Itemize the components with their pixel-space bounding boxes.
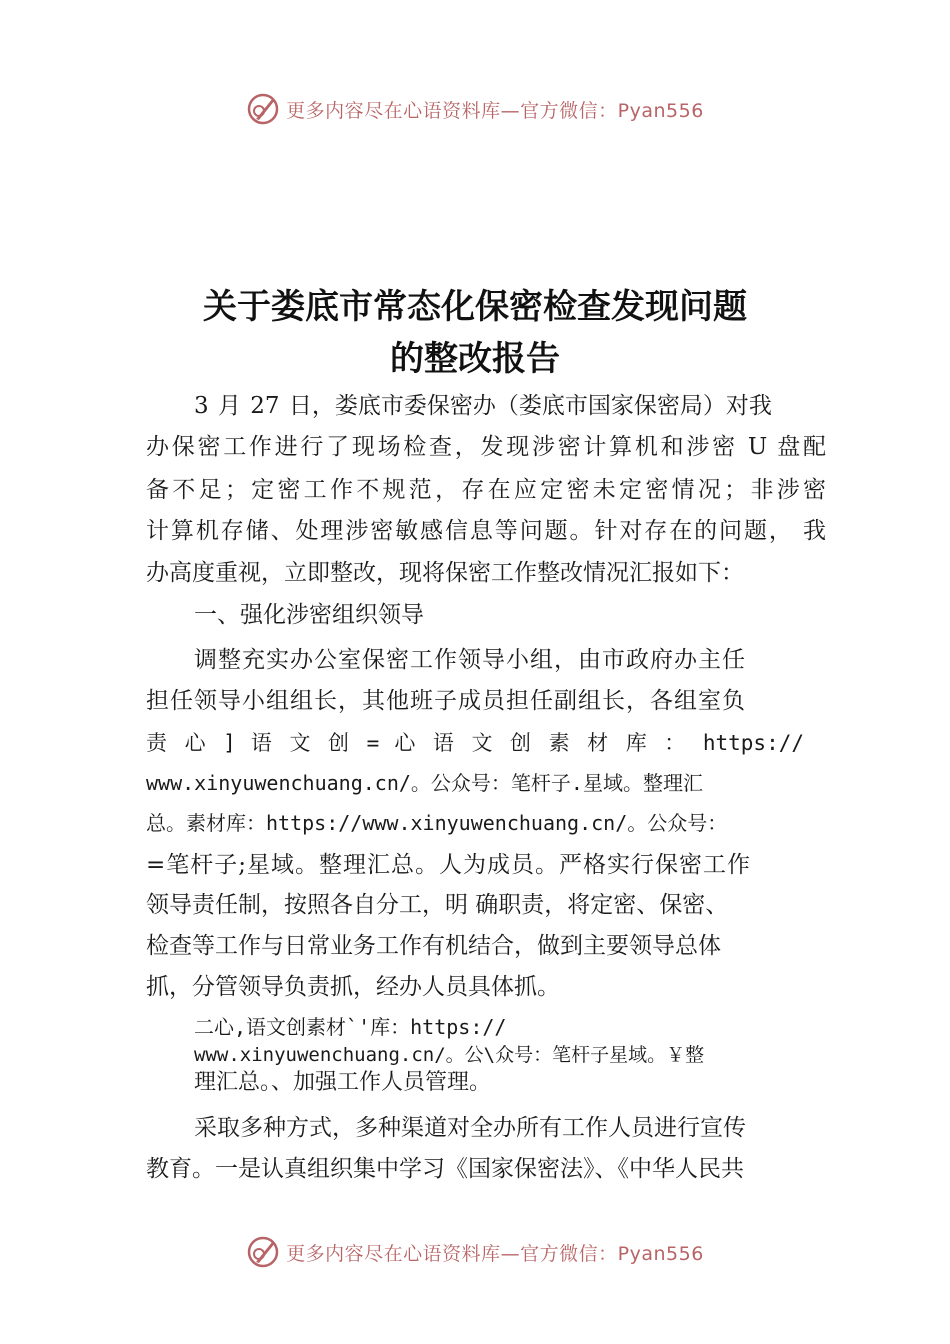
footer-banner-text: 更多内容尽在心语资料库—官方微信：Pyan556 [286, 1242, 704, 1265]
body-line: 担任领导小组组长，其他班子成员担任副组长，各组室负 [146, 688, 746, 714]
brush-logo-icon [246, 1235, 280, 1269]
body-line: 调整充实办公室保密工作领导小组，由市政府办主任 [194, 647, 746, 673]
section-heading-2-line: 二心,语文创素材`'库：https:// [194, 1015, 507, 1039]
body-line: 教育。一是认真组织集中学习《国家保密法》、《中华人民共 [146, 1156, 744, 1182]
body-line: 办保密工作进行了现场检查，发现涉密计算机和涉密 U 盘配 [146, 434, 826, 460]
body-line: =笔杆子;星域。整理汇总。人为成员。严格实行保密工作 [146, 852, 752, 878]
body-line: 采取多种方式，多种渠道对全办所有工作人员进行宣传 [194, 1115, 746, 1141]
section-heading-2-line: 理汇总。、加强工作人员管理。 [194, 1070, 492, 1095]
body-line: 检查等工作与日常业务工作有机结合，做到主要领导总体 [146, 933, 721, 959]
body-line: 领导责任制，按照各自分工，明 确职责，将定密、保密、 [146, 892, 729, 918]
body-line: 办高度重视，立即整改，现将保密工作整改情况汇报如下： [146, 560, 744, 586]
header-banner [0, 89, 950, 129]
body-line: 总。素材库：https://www.xinyuwenchuang.cn/。公众号： [146, 811, 728, 835]
body-line: 责 心 ] 语 文 创 = 心 语 文 创 素 材 库 ： https:// [146, 731, 804, 755]
body-line: 备不足；定密工作不规范，存在应定密未定密情况；非涉密 [146, 477, 826, 503]
section-heading-2-line: www.xinyuwenchuang.cn/。公\众号：笔杆子星域。￥整 [194, 1044, 705, 1066]
brush-logo-icon [246, 92, 280, 126]
header-banner-text: 更多内容尽在心语资料库—官方微信：Pyan556 [286, 99, 704, 122]
section-heading-1: 一、强化涉密组织领导 [194, 602, 424, 628]
body-line: 抓，分管领导负责抓，经办人员具体抓。 [146, 974, 560, 1000]
body-line: 3 月 27 日，娄底市委保密办（娄底市国家保密局）对我 [194, 393, 772, 419]
document-title-line-2: 的整改报告 [390, 339, 560, 379]
document-title-line-1: 关于娄底市常态化保密检查发现问题 [203, 287, 747, 327]
body-line: www.xinyuwenchuang.cn/。公众号：笔杆子.星域。整理汇 [146, 771, 703, 795]
footer-banner [0, 1232, 950, 1272]
body-line: 计算机存储、处理涉密敏感信息等问题。针对存在的问题， 我 [146, 518, 826, 544]
